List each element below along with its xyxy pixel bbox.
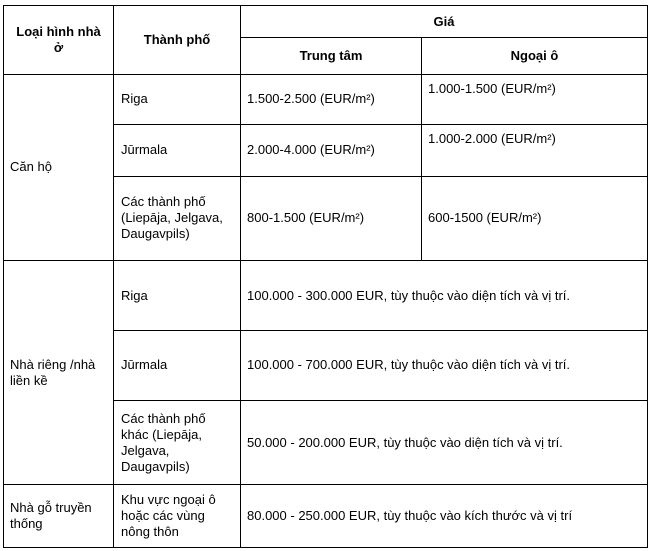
housing-type-cell: Nhà gỗ truyền thống — [4, 485, 114, 548]
city-cell: Khu vực ngoại ô hoặc các vùng nông thôn — [114, 485, 241, 548]
center-price-cell: 1.500-2.500 (EUR/m²) — [241, 74, 422, 124]
header-row — [4, 6, 648, 38]
header-suburb: Ngoại ô — [422, 38, 648, 74]
center-price-cell: 800-1.500 (EUR/m²) — [241, 176, 422, 261]
housing-type-cell: Nhà riêng /nhà liền kề — [4, 261, 114, 485]
suburb-price-cell: 1.000-2.000 (EUR/m²) — [422, 125, 648, 176]
price-cell: 100.000 - 300.000 EUR, tùy thuộc vào diện tích và vị trí. — [241, 261, 648, 331]
housing-type-cell: Căn hộ — [4, 74, 114, 261]
city-cell: Các thành phố khác (Liepāja, Jelgava, Daugavpils) — [114, 400, 241, 485]
header-city: Thành phố — [114, 6, 241, 75]
table-row — [4, 261, 648, 331]
city-cell: Jūrmala — [114, 125, 241, 176]
city-cell: Riga — [114, 74, 241, 124]
suburb-price-cell: 1.000-1.500 (EUR/m²) — [422, 74, 648, 124]
price-cell: 100.000 - 700.000 EUR, tùy thuộc vào diện tích và vị trí. — [241, 330, 648, 400]
price-table — [3, 5, 648, 548]
price-cell: 50.000 - 200.000 EUR, tùy thuộc vào diện tích và vị trí. — [241, 400, 648, 485]
suburb-price-cell: 600-1500 (EUR/m²) — [422, 176, 648, 261]
header-price: Giá — [241, 6, 648, 38]
header-center: Trung tâm — [241, 38, 422, 74]
city-cell: Các thành phố (Liepāja, Jelgava, Daugavpils) — [114, 176, 241, 261]
city-cell: Jūrmala — [114, 330, 241, 400]
center-price-cell: 2.000-4.000 (EUR/m²) — [241, 125, 422, 176]
table-row — [4, 74, 648, 124]
city-cell: Riga — [114, 261, 241, 331]
header-housing-type: Loại hình nhà ở — [4, 6, 114, 75]
table-row — [4, 485, 648, 548]
price-cell: 80.000 - 250.000 EUR, tùy thuộc vào kích thước và vị trí — [241, 485, 648, 548]
